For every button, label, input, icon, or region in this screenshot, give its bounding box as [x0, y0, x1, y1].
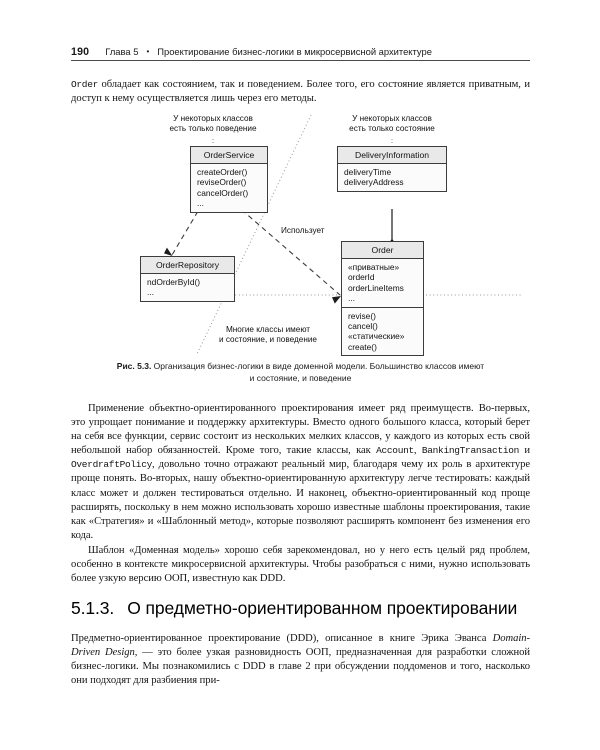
- section-title: О предметно-ориентированном проектировании: [127, 598, 518, 618]
- figure-caption-label: Рис. 5.3.: [116, 361, 152, 371]
- uml-member: deliveryAddress: [344, 177, 404, 188]
- annotation-left: [163, 114, 263, 134]
- code-separator: и: [519, 445, 530, 457]
- uml-member: orderId: [348, 272, 375, 283]
- inline-code-bankingtransaction: BankingTransaction: [421, 445, 520, 457]
- uml-class-deliveryinformation-attributes: [338, 164, 446, 191]
- uml-member: ...: [197, 198, 204, 209]
- body-paragraph-3-part2: , — это более узкая разновидность ООП, предназначенная для разработки сложной бизнес-логики. Мы познакомились с DDD в главе 2 при обсуждении поддоменов и того, насколько они подходят для разбиения при-: [71, 647, 530, 687]
- running-head: [71, 46, 530, 58]
- uml-member: ...: [147, 287, 154, 298]
- inline-code-overdraftpolicy: OverdraftPolicy: [71, 459, 153, 471]
- arrowhead-to-order: [332, 296, 341, 304]
- chapter-title: Проектирование бизнес-логики в микросервисной архитектуре: [157, 46, 432, 57]
- uml-member: «приватные»: [348, 262, 400, 272]
- arrowhead-to-orderrepository: [164, 248, 173, 256]
- section-heading: [71, 598, 530, 619]
- figure-caption-line2: и состояние, и поведение: [249, 372, 352, 383]
- uml-member: deliveryTime: [344, 167, 392, 177]
- uml-member: ndOrderById(): [147, 277, 201, 287]
- uml-class-deliveryinformation: [337, 146, 447, 192]
- section-number: 5.1.3.: [71, 598, 115, 618]
- page-number: 190: [71, 46, 90, 58]
- uml-member: «статические»: [348, 331, 405, 342]
- header-divider: [71, 60, 530, 61]
- inline-code-account: Account: [376, 445, 414, 457]
- intro-paragraph-text: обладает как состоянием, так и поведением. Более того, его состояние является приватным, и доступ к нему осуществляется лишь через его методы.: [71, 79, 530, 105]
- uml-class-order-title: Order: [342, 242, 423, 259]
- figure-caption-line1: Организация бизнес-логики в виде доменной модели. Большинство классов имеют: [151, 361, 485, 371]
- uml-member: cancelOrder(): [197, 187, 249, 198]
- uml-member: createOrder(): [197, 167, 248, 177]
- body-paragraph-3-part1: Предметно-ориентированное проектирование (DDD), описанное в книге Эрика Эванса: [71, 633, 493, 644]
- uml-member: reviseOrder(): [197, 177, 247, 188]
- uml-class-orderrepository: [140, 256, 235, 302]
- bullet-separator-icon: •: [146, 47, 150, 56]
- uml-class-orderservice-methods: [191, 164, 267, 212]
- uml-class-order-attributes: [342, 259, 423, 307]
- body-paragraph-1-part1: Применение объектно-ориентированного проектирования имеет ряд преимуществ. Во-первых, это упрощает понимание и поддержку архитектуры. Вместо одного большого класса, который берет на себя все функции, сервис состоит из нескольких мелких классов, у каждого из которых есть свой небольшой набор обязанностей. Кроме того, такие классы, как: [71, 403, 530, 457]
- uml-class-orderrepository-title: OrderRepository: [141, 257, 234, 274]
- annotation-left-line1: У некоторых классов: [173, 114, 253, 123]
- body-paragraph-1: [71, 402, 530, 543]
- figure-5-3: [0, 110, 600, 355]
- annotation-bottom-line1: Многие классы имеют: [225, 325, 311, 334]
- uml-member: create(): [348, 341, 377, 352]
- book-title-italic: Domain-Driven Design: [71, 633, 530, 659]
- uml-class-orderrepository-methods: [141, 274, 234, 301]
- intro-paragraph: [71, 78, 530, 106]
- annotation-right-line1: У некоторых классов: [352, 114, 432, 123]
- annotation-left-line2: есть только поведение: [169, 124, 257, 134]
- uml-class-orderservice: [190, 146, 268, 213]
- uml-member: revise(): [348, 310, 376, 321]
- annotation-bottom: [203, 325, 333, 345]
- uml-class-order-methods: [342, 307, 423, 356]
- annotation-right-line2: есть только состояние: [349, 124, 435, 134]
- chapter-label: Глава 5: [105, 46, 139, 57]
- body-paragraph-3: [71, 632, 530, 688]
- body-paragraph-2: Шаблон «Доменная модель» хорошо себя зарекомендовал, но у него есть целый ряд проблем, особенно в контексте микросервисной архитектуры. Чтобы разобраться с ними, нужно использовать более узкую версию ООП, известную как DDD.: [71, 545, 530, 585]
- uml-member: ...: [348, 293, 355, 304]
- code-separator: ,: [413, 445, 422, 457]
- body-paragraph-1-part2: , довольно точно отражают реальный мир, благодаря чему их роль в архитектуре проще понять. Во-вторых, нашу объектно-ориентированную архитектуру легче тестировать: каждый класс может и должен тестироваться отдельно. И наконец, объектно-ориентированный код проще расширять, поскольку в нем можно использовать хорошо известные шаблоны проектирования, такие как «Стратегия» и «Шаблонный метод», которые позволяют расширять компонент без изменения его кода.: [71, 459, 530, 541]
- figure-caption: [71, 361, 530, 384]
- uml-member: orderLineItems: [348, 282, 404, 293]
- uml-class-order: [341, 241, 424, 356]
- uml-class-deliveryinformation-title: DeliveryInformation: [338, 147, 446, 164]
- inline-code-order: Order: [71, 79, 99, 90]
- uml-member: cancel(): [348, 321, 378, 332]
- annotation-bottom-line2: и состояние, и поведение: [219, 335, 317, 345]
- uml-class-orderservice-title: OrderService: [191, 147, 267, 164]
- association-label-uses: Использует: [281, 226, 325, 235]
- annotation-right: [342, 114, 442, 134]
